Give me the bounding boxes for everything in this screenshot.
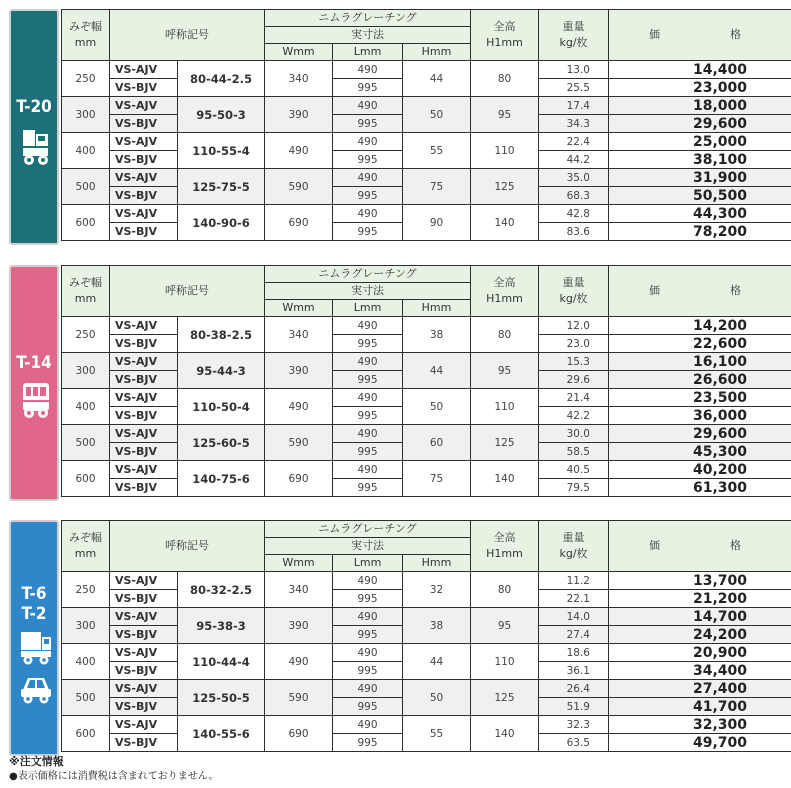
table-row: 600 VS-AJV 140-90-6 690 490 90 140 42.8 44,300 xyxy=(62,205,791,223)
spec-table xyxy=(61,520,791,752)
width-header: みぞ幅 mm xyxy=(62,521,110,572)
table-row: VS-BJV 995 22.1 21,200 xyxy=(62,590,791,608)
bus-icon xyxy=(21,379,51,423)
table-row: VS-BJV 995 83.6 78,200 xyxy=(62,223,791,241)
table-row: VS-BJV 995 79.5 61,300 xyxy=(62,479,791,497)
weight-header: 重量 kg/枚 xyxy=(539,266,609,317)
h-header: Hmm xyxy=(403,44,471,61)
load-class-tab-t20 xyxy=(9,9,59,245)
table-row: 400 VS-AJV 110-55-4 490 490 55 110 22.4 25,000 xyxy=(62,133,791,151)
width-header: みぞ幅 mm xyxy=(62,10,110,61)
code-header: 呼称記号 xyxy=(110,266,265,317)
l-header: Lmm xyxy=(333,555,403,572)
dimensions-header: 実寸法 xyxy=(265,283,471,300)
spec-table xyxy=(61,265,791,497)
load-class-tab-t14 xyxy=(9,265,59,501)
order-notes xyxy=(9,754,218,784)
table-row: 250 VS-AJV 80-38-2.5 340 490 38 80 12.0 14,200 xyxy=(62,317,791,335)
width-header: みぞ幅 mm xyxy=(62,266,110,317)
spec-table xyxy=(61,9,791,241)
table-row: 600 VS-AJV 140-55-6 690 490 55 140 32.3 32,300 xyxy=(62,716,791,734)
height-header: 全高 H1mm xyxy=(471,521,539,572)
load-class-label: T-20 xyxy=(16,97,52,117)
table-row: VS-BJV 995 34.3 29,600 xyxy=(62,115,791,133)
table-row: 300 VS-AJV 95-44-3 390 490 44 95 15.3 16,100 xyxy=(62,353,791,371)
load-class-label: T-14 xyxy=(16,353,52,373)
table-row: 250 VS-AJV 80-44-2.5 340 490 44 80 13.0 14,400 xyxy=(62,61,791,79)
tax-note: ●表示価格には消費税は含まれておりません。 xyxy=(9,771,219,782)
table-row: 600 VS-AJV 140-75-6 690 490 75 140 40.5 40,200 xyxy=(62,461,791,479)
truck-icon xyxy=(21,126,51,170)
table-row: VS-BJV 995 63.5 49,700 xyxy=(62,734,791,752)
table-row: VS-BJV 995 36.1 34,400 xyxy=(62,662,791,680)
w-header: Wmm xyxy=(265,44,333,61)
l-header: Lmm xyxy=(333,300,403,317)
dimensions-header: 実寸法 xyxy=(265,538,471,555)
section-t14 xyxy=(0,265,791,501)
weight-header: 重量 kg/枚 xyxy=(539,521,609,572)
dimensions-header: 実寸法 xyxy=(265,27,471,44)
table-row: 400 VS-AJV 110-50-4 490 490 50 110 21.4 23,500 xyxy=(62,389,791,407)
table-row: VS-BJV 995 58.5 45,300 xyxy=(62,443,791,461)
load-class-label: T-2 xyxy=(21,604,47,624)
h-header: Hmm xyxy=(403,555,471,572)
table-row: 400 VS-AJV 110-44-4 490 490 44 110 18.6 20,900 xyxy=(62,644,791,662)
grating-header: ニムラグレーチング xyxy=(265,266,471,283)
table-row: VS-BJV 995 29.6 26,600 xyxy=(62,371,791,389)
height-header: 全高 H1mm xyxy=(471,266,539,317)
table-row: VS-BJV 995 42.2 36,000 xyxy=(62,407,791,425)
grating-header: ニムラグレーチング xyxy=(265,10,471,27)
truck-and-car-icon xyxy=(20,628,52,712)
grating-header: ニムラグレーチング xyxy=(265,521,471,538)
section-t6-t2 xyxy=(0,520,791,756)
table-row: VS-BJV 995 68.3 50,500 xyxy=(62,187,791,205)
w-header: Wmm xyxy=(265,555,333,572)
load-class-label: T-6 xyxy=(21,584,47,604)
h-header: Hmm xyxy=(403,300,471,317)
weight-header: 重量 kg/枚 xyxy=(539,10,609,61)
height-header: 全高 H1mm xyxy=(471,10,539,61)
table-row: VS-BJV 995 23.0 22,600 xyxy=(62,335,791,353)
price-header: 価 格 xyxy=(609,10,791,61)
price-header: 価 格 xyxy=(609,521,791,572)
w-header: Wmm xyxy=(265,300,333,317)
section-t20 xyxy=(0,9,791,245)
table-row: VS-BJV 995 44.2 38,100 xyxy=(62,151,791,169)
price-header: 価 格 xyxy=(609,266,791,317)
notes-title: ※注文情報 xyxy=(9,755,64,768)
code-header: 呼称記号 xyxy=(110,10,265,61)
table-row: 500 VS-AJV 125-60-5 590 490 60 125 30.0 29,600 xyxy=(62,425,791,443)
table-row: 300 VS-AJV 95-38-3 390 490 38 95 14.0 14,700 xyxy=(62,608,791,626)
table-row: 500 VS-AJV 125-50-5 590 490 50 125 26.4 27,400 xyxy=(62,680,791,698)
table-row: VS-BJV 995 51.9 41,700 xyxy=(62,698,791,716)
table-row: VS-BJV 995 27.4 24,200 xyxy=(62,626,791,644)
table-row: 500 VS-AJV 125-75-5 590 490 75 125 35.0 31,900 xyxy=(62,169,791,187)
code-header: 呼称記号 xyxy=(110,521,265,572)
load-class-tab-t6-t2 xyxy=(9,520,59,756)
table-row: 300 VS-AJV 95-50-3 390 490 50 95 17.4 18,000 xyxy=(62,97,791,115)
l-header: Lmm xyxy=(333,44,403,61)
table-row: VS-BJV 995 25.5 23,000 xyxy=(62,79,791,97)
table-row: 250 VS-AJV 80-32-2.5 340 490 32 80 11.2 13,700 xyxy=(62,572,791,590)
